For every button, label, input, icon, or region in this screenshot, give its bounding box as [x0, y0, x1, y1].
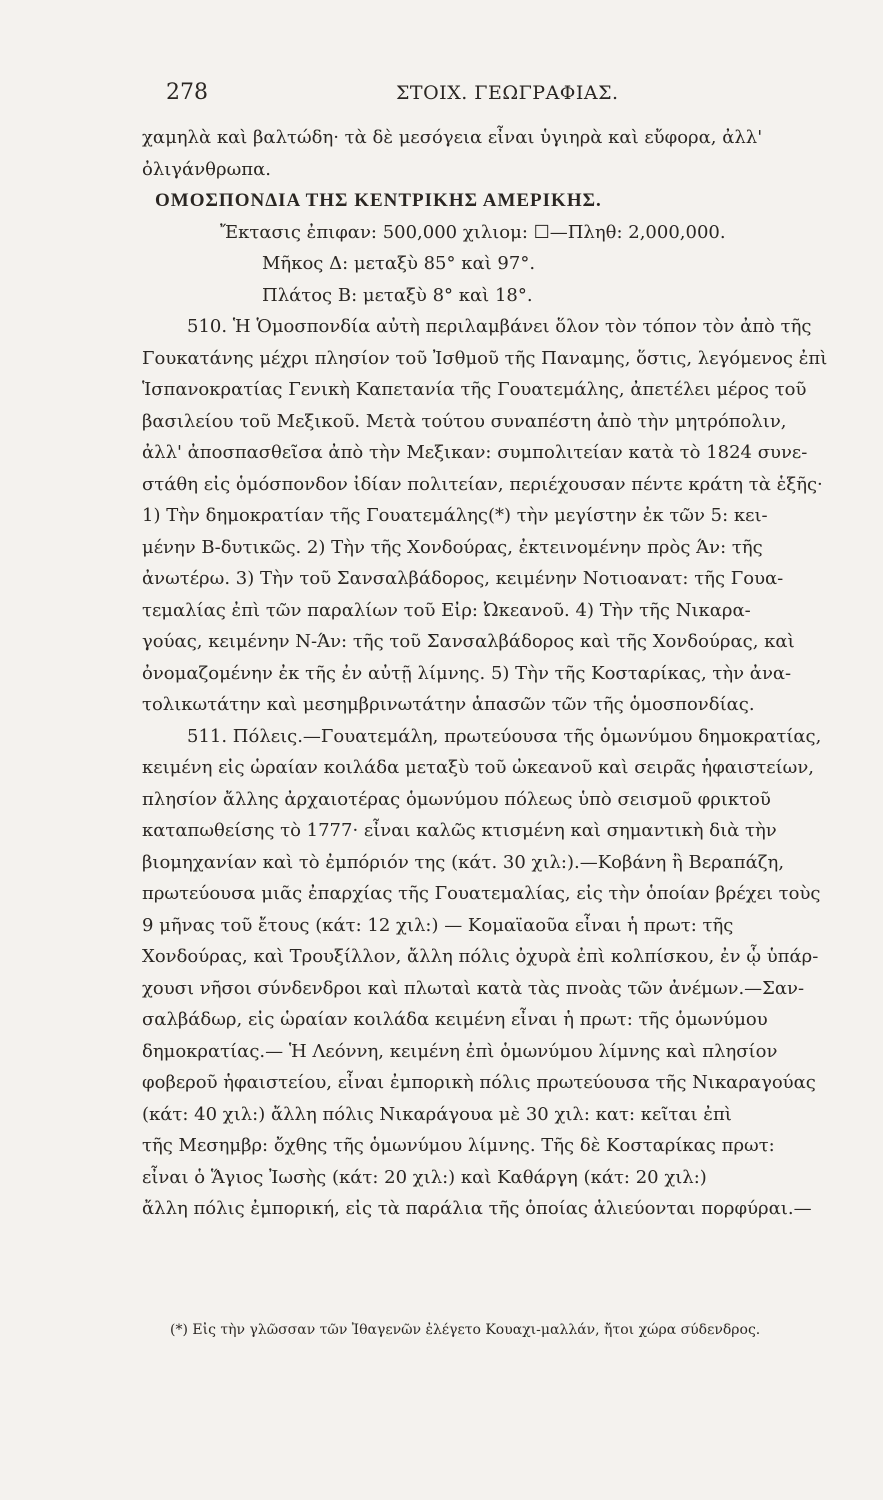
text-line: τολικωτάτην καὶ μεσημβρινωτάτην ἁπασῶν τῶν τῆς ὁμοσπονδίας. — [142, 694, 755, 715]
text-line: σαλβάδωρ, εἰς ὡραίαν κοιλάδα κειμένη εἶναι ἡ πρωτ: τῆς ὁμωνύμου — [142, 1009, 768, 1030]
text-line: φοβεροῦ ἡφαιστείου, εἶναι ἐμπορικὴ πόλις πρωτεύουσα τῆς Νικαραγούας — [142, 1072, 816, 1093]
text-line: τεμαλίας ἐπὶ τῶν παραλίων τοῦ Εἰρ: Ὠκεανοῦ. 4) Τὴν τῆς Νικαρα- — [142, 599, 751, 621]
text-line: ὀνομαζομένην ἐκ τῆς ἐν αὐτῇ λίμνης. 5) Τὴν τῆς Κοσταρίκας, τὴν ἀνα- — [142, 662, 792, 684]
text-line: πρωτεύουσα μιᾶς ἐπαρχίας τῆς Γουατεμαλίας, εἰς τὴν ὁποίαν βρέχει τοὺς — [142, 883, 821, 904]
body-text — [142, 122, 848, 1225]
text-line: στάθη εἰς ὁμόσπονδον ἰδίαν πολιτείαν, περιέχουσαν πέντε κράτη τὰ ἑξῆς· — [142, 473, 823, 495]
text-line: δημοκρατίας.— Ἡ Λεόννη, κειμένη ἐπὶ ὁμωνύμου λίμνης καὶ πλησίον — [142, 1040, 778, 1062]
stats-latitude: Πλάτος Β: μεταξὺ 8° καὶ 18°. — [262, 284, 533, 306]
stats-area: Ἔκτασις ἐπιφαν: 500,000 χιλιομ: ☐—Πληθ: 2,000,000. — [220, 221, 726, 243]
section-title: ΟΜΟΣΠΟΝΔΙΑ ΤΗΣ ΚΕΝΤΡΙΚΗΣ ΑΜΕΡΙΚΗΣ. — [155, 190, 602, 211]
text-line: χαμηλὰ καὶ βαλτώδη· τὰ δὲ μεσόγεια εἶναι ὑγιηρὰ καὶ εὔφορα, ἀλλ' — [142, 127, 763, 148]
paragraph-511-start: 511. Πόλεις.—Γουατεμάλη, πρωτεύουσα τῆς ὁμωνύμου δημοκρατίας, — [187, 725, 822, 747]
footnote: (*) Εἰς τὴν γλῶσσαν τῶν Ἰθαγενῶν ἐλέγετο Κουαχι-μαλλάν, ἤτοι χώρα σύδενδρος. — [170, 1322, 761, 1338]
text-line: Ἱσπανοκρατίας Γενικὴ Καπετανία τῆς Γουατεμάλης, ἀπετέλει μέρος τοῦ — [142, 379, 807, 400]
text-line: κειμένη εἰς ὡραίαν κοιλάδα μεταξὺ τοῦ ὠκεανοῦ καὶ σειρᾶς ἡφαιστείων, — [142, 757, 814, 778]
text-line: Γουκατάνης μέχρι πλησίον τοῦ Ἰσθμοῦ τῆς Παναμης, ὅστις, λεγόμενος ἐπὶ — [142, 347, 828, 369]
text-line: μένην Β-δυτικῶς. 2) Τὴν τῆς Χονδούρας, ἐκτεινομένην πρὸς Άν: τῆς — [142, 536, 763, 558]
text-line: ἄλλη πόλις ἐμπορική, εἰς τὰ παράλια τῆς ὁποίας ἁλιεύονται πορφύραι.— — [142, 1198, 812, 1219]
text-line: πλησίον ἄλλης ἀρχαιοτέρας ὁμωνύμου πόλεως ὑπὸ σεισμοῦ φρικτοῦ — [142, 788, 771, 810]
running-head: ΣΤΟΙΧ. ΓΕΩΓΡΑΦΙΑΣ. — [396, 82, 619, 104]
page-header — [166, 80, 706, 110]
paragraph-510-start: 510. Ἡ Ὁμοσπονδία αὐτὴ περιλαμβάνει ὅλον τὸν τόπον τὸν ἀπὸ τῆς — [187, 316, 812, 337]
text-line: ὀλιγάνθρωπα. — [142, 158, 271, 180]
text-line: γούας, κειμένην Ν-Άν: τῆς τοῦ Σανσαλβάδορος καὶ τῆς Χονδούρας, καὶ — [142, 631, 795, 652]
text-line: καταπωθείσης τὸ 1777· εἶναι καλῶς κτισμένη καὶ σημαντικὴ διὰ τὴν — [142, 820, 777, 841]
stats-longitude: Μῆκος Δ: μεταξὺ 85° καὶ 97°. — [262, 253, 536, 274]
text-line: τῆς Μεσημβρ: ὄχθης τῆς ὁμωνύμου λίμνης. Τῆς δὲ Κοσταρίκας πρωτ: — [142, 1135, 775, 1156]
text-line: βιομηχανίαν καὶ τὸ ἐμπόριόν της (κάτ. 30 χιλ:).—Κοβάνη ἢ Βεραπάζη, — [142, 851, 785, 873]
text-line: χουσι νῆσοι σύνδενδροι καὶ πλωταὶ κατὰ τὰς πνοὰς τῶν ἀνέμων.—Σαν- — [142, 977, 805, 999]
text-line: Χονδούρας, καὶ Τρουξίλλον, ἄλλη πόλις ὀχυρὰ ἐπὶ κολπίσκου, ἐν ᾧ ὑπάρ- — [142, 946, 819, 967]
text-line: βασιλείου τοῦ Μεξικοῦ. Μετὰ τούτου συναπέστη ἀπὸ τὴν μητρόπολιν, — [142, 410, 787, 432]
text-line: 1) Τὴν δημοκρατίαν τῆς Γουατεμάλης(*) τὴν μεγίστην ἐκ τῶν 5: κει- — [142, 505, 768, 526]
footnote-divider — [142, 1312, 832, 1313]
text-line: 9 μῆνας τοῦ ἔτους (κάτ: 12 χιλ:) — Κομαϊαοῦα εἶναι ἡ πρωτ: τῆς — [142, 914, 734, 936]
text-line: ἀνωτέρω. 3) Τὴν τοῦ Σανσαλβάδορος, κειμένην Νοτιοανατ: τῆς Γουα- — [142, 568, 784, 589]
text-line: ἀλλ' ἀποσπασθεῖσα ἀπὸ τὴν Μεξικαν: συμπολιτείαν κατὰ τὸ 1824 συνε- — [142, 442, 808, 463]
text-line: (κάτ: 40 χιλ:) ἄλλη πόλις Νικαράγουα μὲ 30 χιλ: κατ: κεῖται ἐπὶ — [142, 1103, 732, 1125]
page-number: 278 — [166, 80, 208, 105]
text-line: εἶναι ὁ Ἅγιος Ἰωσὴς (κάτ: 20 χιλ:) καὶ Καθάργη (κάτ: 20 χιλ:) — [142, 1166, 707, 1188]
